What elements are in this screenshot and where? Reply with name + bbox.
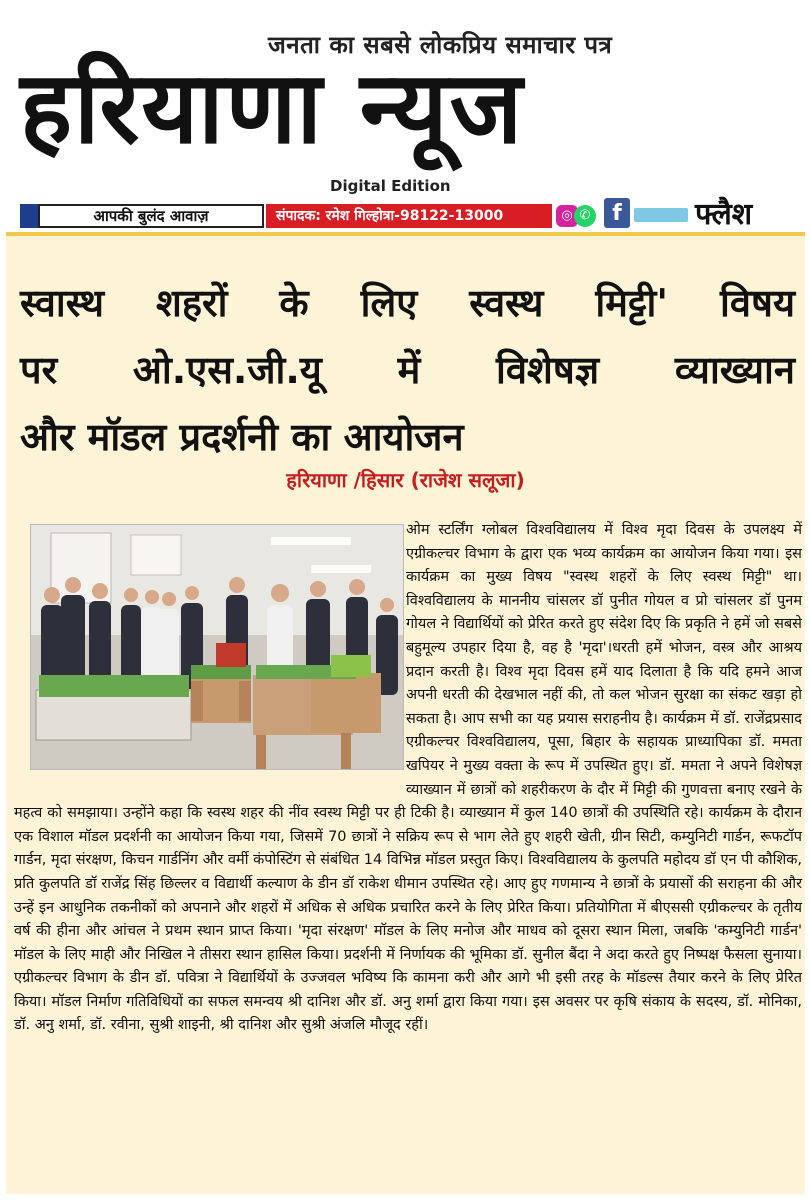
headline-line-2: पर ओ.एस.जी.यू में विशेषज्ञ व्याख्यान	[20, 348, 795, 392]
masthead-strip	[20, 201, 688, 228]
logo-flash-word: फ्लैश	[695, 197, 753, 232]
editor-contact: संपादक: रमेश गिल्होत्रा-98122-13000	[266, 204, 552, 228]
headline-line-1: स्वास्थ शहरों के लिए स्वस्थ मिट्टी' विषय	[20, 281, 795, 325]
strip-accent	[20, 204, 38, 228]
article-body-text: ओम स्टर्लिंग ग्लोबल विश्वविद्यालय में विश्व मृदा दिवस के उपलक्ष्य में एग्रीकल्चर विभाग के द्वारा एक भव्य कार्यक्रम का आयोजन किया गया। इस कार्यक्रम का मुख्य विषय "स्वस्थ शहरों के लिए स्वस्थ मिट्टी" था। विश्वविद्यालय के माननीय चांसलर डॉ पुनीत गोयल व प्रो चांसलर डॉ पुनम गोयल ने विद्यार्थियों को प्रेरित करते हुए संदेश दिए कि प्रकृति ने हमें जो सबसे बहुमूल्य उपहार दिया है, वह है 'मृदा'।धरती हमें भोजन, वस्त्र और आश्रय प्रदान करती है। विश्व मृदा दिवस हमें याद दिलाता है कि यदि हमने आज अपनी धरती की देखभाल नहीं की, तो कल भोजन सुरक्षा का संकट खड़ा हो सकता है। आप सभी का यह प्रयास सराहनीय है। कार्यक्रम में डॉ. राजेंद्रप्रसाद एग्रीकल्चर विश्वविद्यालय, पूसा, बिहार के सहायक प्राध्यापिका डॉ. ममता खपियर ने मुख्य वक्ता के रूप में उपस्थित हुए। डॉ. ममता ने अपने विशेषज्ञ व्याख्यान में छात्रों को शहरीकरण के दौर में मिट्टी की गुणवत्ता बनाए रखने के महत्व को समझाया। उन्होंने कहा कि स्वस्थ शहर की नींव स्वस्थ मिट्टी पर ही टिकी है। व्याख्यान में कुल 140 छात्रों की उपस्थिति रहे। कार्यक्रम के दौरान एक विशाल मॉडल प्रदर्शनी का आयोजन किया गया, जिसमें 70 छात्रों ने सक्रिय रूप से भाग लेते हुए शहरी खेती, ग्रीन सिटी, कम्युनिटी गार्डन, रूफटॉप गार्डन, मृदा संरक्षण, किचन गार्डनिंग और वर्मी कंपोस्टिंग से संबंधित 14 विभिन्न मॉडल प्रस्तुत किए। विश्वविद्यालय के कुलपति महोदय डॉ एन पी कौशिक, प्रति कुलपति डॉ राजेंद्र सिंह छिल्लर व विद्यार्थी कल्याण के डीन डॉ राकेश धीमान उपस्थित रहे। आए हुए गणमान्य ने छात्रों के प्रयासों की सराहना की और उन्हें इन आधुनिक तकनीकों को अपनाने और शहरों में अधिक से अधिक प्रचारित करने के लिए प्रेरित किया। प्रतियोगिता में बीएससी एग्रीकल्चर के तृतीय वर्ष की हीना और आंचल ने प्रथम स्थान प्राप्त किया। 'मृदा संरक्षण' मॉडल के लिए मनोज और माधव को दूसरा स्थान मिला, जबकि 'कम्युनिटी गार्डन' मॉडल के लिए माही और निखिल ने तीसरा स्थान हासिल किया। प्रदर्शनी में निर्णायक की भूमिका डॉ. सुनील बैंदा ने अदा करते हुए निष्पक्ष फैसला सुनाया। एग्रीकल्चर विभाग के डीन डॉ. पवित्रा ने विद्यार्थियों के उज्जवल भविष्य कि कामना करी और आगे भी इसी तरह के मॉडल्स तैयार करने के लिए प्रेरित किया। मॉडल निर्माण गतिविधियों का सफल समन्वय श्री दानिश और डॉ. अनु शर्मा द्वारा किया गया। इस अवसर पर कृषि संकाय के सदस्य, डॉ. मोनिका, डॉ. अनु शर्मा, डॉ. रवीना, सुश्री शाइनी, श्री दानिश और सुश्री अंजलि मौजूद रहीं।	[14, 522, 802, 1034]
whatsapp-icon[interactable]: ✆	[574, 205, 596, 227]
motto-box: आपकी बुलंद आवाज़	[38, 204, 264, 228]
masthead-tagline: जनता का सबसे लोकप्रिय समाचार पत्र	[268, 31, 613, 59]
article	[6, 232, 805, 1194]
edition-label: Digital Edition	[330, 177, 451, 195]
article-headline	[20, 270, 795, 471]
facebook-icon[interactable]: f	[604, 198, 630, 228]
article-body	[14, 519, 802, 1038]
headline-line-3: और मॉडल प्रदर्शनी का आयोजन	[20, 415, 464, 459]
social-icons	[552, 201, 688, 228]
article-byline: हरियाणा /हिसार (राजेश सलूजा)	[286, 468, 525, 492]
masthead	[0, 0, 811, 232]
newspaper-logo: हरियाणा न्यूज	[20, 49, 525, 166]
instagram-icon[interactable]: ◎	[556, 205, 578, 227]
social-bar-decoration	[634, 208, 688, 222]
